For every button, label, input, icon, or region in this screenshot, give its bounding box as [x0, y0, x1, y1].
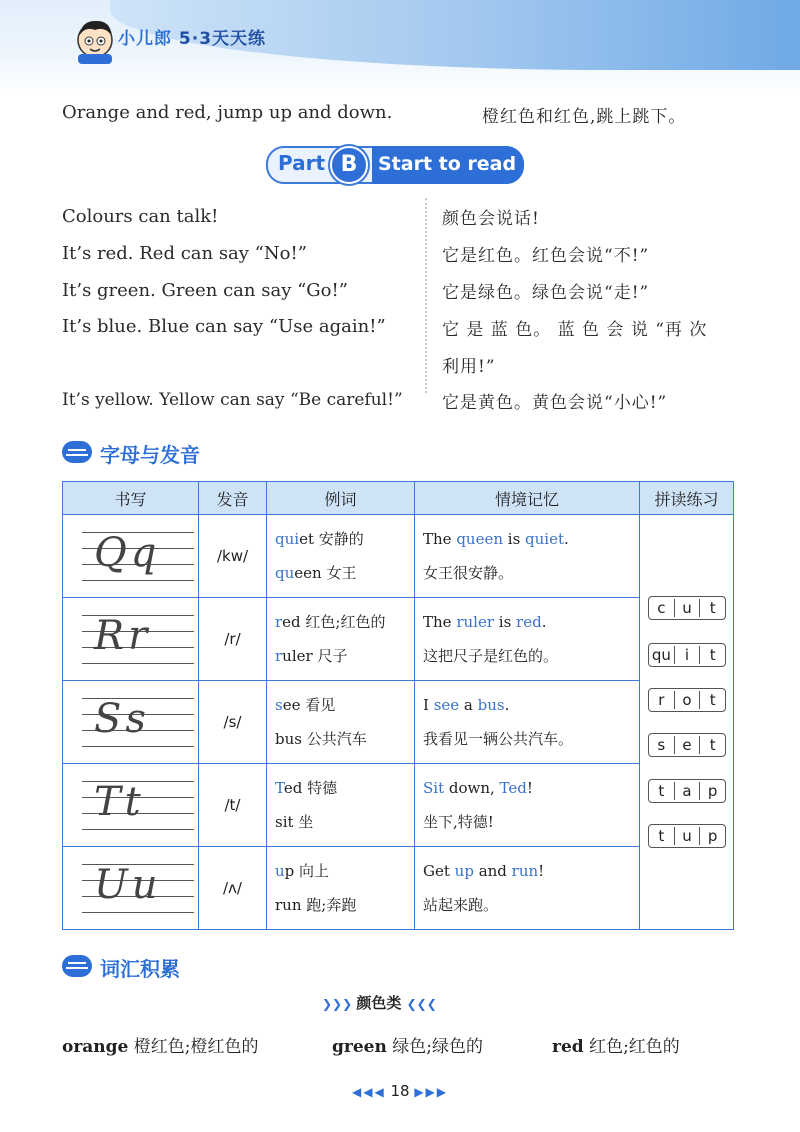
part-letter-badge: B: [330, 146, 368, 184]
phonetic: /ʌ/: [199, 847, 267, 930]
header-context-memory: 情境记忆: [415, 482, 640, 515]
blending-column: [640, 515, 734, 930]
phonetic: /s/: [199, 681, 267, 764]
context-sentence: The ruler is red. 这把尺子是红色的。: [415, 598, 640, 681]
blend-puzzle: s e t: [648, 733, 726, 757]
context-sentence: The queen is quiet. 女王很安静。: [415, 515, 640, 598]
blend-puzzle: t a p: [648, 779, 726, 803]
blend-puzzle: c u t: [648, 596, 726, 620]
example-words: Ted 特德 sit 坐: [267, 764, 415, 847]
reading-cn-5: 它是黄色。黄色会说“小心!”: [442, 393, 668, 413]
reading-cn-2: 它是红色。红色会说“不!”: [442, 246, 650, 266]
letter-glyph: Tt: [94, 779, 145, 825]
table-row: [63, 681, 734, 764]
part-label: Part: [278, 151, 326, 175]
right-arrows-icon: ▶▶▶: [414, 1085, 449, 1099]
header-writing: 书写: [63, 482, 199, 515]
letter-glyph: Qq: [94, 530, 161, 576]
context-sentence: Sit down, Ted! 坐下,特德!: [415, 764, 640, 847]
table-row: [63, 598, 734, 681]
part-title: Start to read: [372, 146, 524, 184]
table-row: [63, 847, 734, 930]
column-divider: [425, 198, 427, 393]
header-blending-practice: 拼读练习: [640, 482, 734, 515]
phonetic: /kw/: [199, 515, 267, 598]
vocab-category: ❯❯❯ 颜色类 ❮❮❮: [322, 994, 437, 1012]
reading-cn-4: 它 是 蓝 色。 蓝 色 会 说 “再 次: [442, 320, 708, 340]
table-row: [63, 764, 734, 847]
handwriting-lines: [64, 516, 197, 596]
reading-en-4: It’s blue. Blue can say “Use again!”: [62, 316, 386, 337]
brand-part1: 小儿郎: [118, 29, 172, 49]
blend-puzzle: qu i t: [648, 643, 726, 667]
phonetic: /t/: [199, 764, 267, 847]
blend-puzzle: r o t: [648, 688, 726, 712]
reading-en-2: It’s red. Red can say “No!”: [62, 243, 307, 264]
page-footer: [0, 1082, 800, 1100]
reading-en-1: Colours can talk!: [62, 206, 219, 227]
letter-glyph: Rr: [94, 613, 152, 659]
intro-cn: 橙红色和红色,跳上跳下。: [482, 107, 687, 127]
context-sentence: I see a bus. 我看见一辆公共汽车。: [415, 681, 640, 764]
reading-cn-3: 它是绿色。绿色会说“走!”: [442, 283, 650, 303]
handwriting-lines: [64, 682, 197, 762]
vocab-item: orange 橙红色;橙红色的: [62, 1037, 259, 1057]
handwriting-lines: [64, 599, 197, 679]
section-one-title: 字母与发音: [100, 443, 200, 467]
context-sentence: Get up and run! 站起来跑。: [415, 847, 640, 930]
table-row: [63, 515, 734, 598]
chevrons-left-icon: ❮❮❮: [406, 997, 437, 1011]
reading-cn-1: 颜色会说话!: [442, 209, 540, 229]
brand-part2: 5·3天天练: [178, 29, 267, 49]
boy-mascot-icon: [72, 16, 118, 64]
header-pronunciation: 发音: [199, 482, 267, 515]
handwriting-lines: [64, 848, 197, 928]
phonetic: /r/: [199, 598, 267, 681]
chevrons-right-icon: ❯❯❯: [322, 997, 357, 1011]
part-b-banner: [266, 146, 524, 184]
header-example-words: 例词: [267, 482, 415, 515]
section-two-icon: [62, 955, 92, 977]
example-words: see 看见 bus 公共汽车: [267, 681, 415, 764]
letters-table: [62, 481, 734, 930]
vocab-item: green 绿色;绿色的: [332, 1037, 483, 1057]
example-words: up 向上 run 跑;奔跑: [267, 847, 415, 930]
letter-glyph: Ss: [94, 696, 150, 742]
page-number: 18: [390, 1082, 410, 1100]
reading-en-5: It’s yellow. Yellow can say “Be careful!”: [62, 390, 403, 410]
left-arrows-icon: ◀◀◀: [351, 1085, 386, 1099]
brand-title: [118, 24, 266, 49]
reading-en-3: It’s green. Green can say “Go!”: [62, 280, 348, 301]
intro-en: Orange and red, jump up and down.: [62, 102, 393, 123]
example-words: quiet 安静的 queen 女王: [267, 515, 415, 598]
letter-glyph: Uu: [94, 862, 162, 908]
example-words: red 红色;红色的 ruler 尺子: [267, 598, 415, 681]
reading-cn-4b: 利用!”: [442, 357, 496, 377]
blend-puzzle: t u p: [648, 824, 726, 848]
section-two-title: 词汇积累: [100, 957, 180, 981]
vocab-item: red 红色;红色的: [552, 1037, 680, 1057]
handwriting-lines: [64, 765, 197, 845]
section-one-icon: [62, 441, 92, 463]
